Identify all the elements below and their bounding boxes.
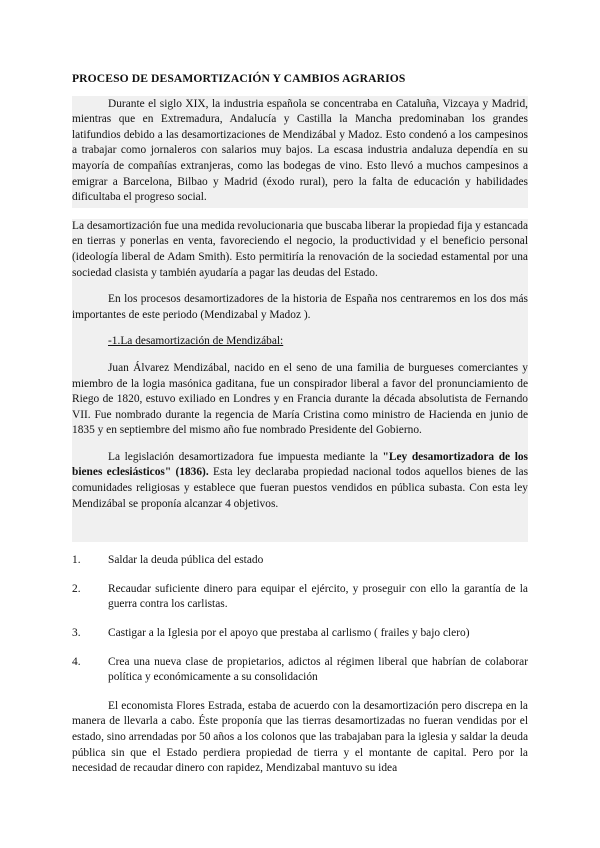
legislation-text-b: Esta ley declaraba propiedad nacional todos aquellos bienes de las comunidades religiosas y establece que fueran puestos vendidos en pública subasta. Con esta ley Mendizábal se proponía alcanzar 4 objetivos.: [72, 466, 529, 510]
legislation-text-a: La legislación desamortizadora fue impuesta mediante la: [108, 450, 383, 463]
paragraph-flores-estrada: El economista Flores Estrada, estaba de acuerdo con la desamortización pero discrepa en la manera de llevarla a cabo. Éste proponía que las tierras desamortizadas no fueran vendidas por el estado, sino arrendadas por 50 años a los colonos que las trabajaban para la iglesia y saldar la deuda pública sin que el Estado perdiera propiedad de tierra y el montante de capital. Pero por la necesidad de recaudar dinero con rapidez, Mendizabal mantuvo su idea: [72, 699, 528, 775]
objective-text: Recaudar suficiente dinero para equipar el ejército, y proseguir con ello la garantía de la guerra contra los carlistas.: [108, 582, 528, 611]
paragraph-legislation: [72, 450, 528, 512]
objective-item-3: [72, 626, 528, 642]
document-body: [72, 71, 528, 777]
objective-text: Saldar la deuda pública del estado: [108, 554, 264, 567]
objective-number: 4.: [72, 655, 81, 668]
paragraph-industry: Durante el siglo XIX, la industria española se concentraba en Cataluña, Vizcaya y Madrid, mientras que en Extremadura, Andalucía y Castilla la Mancha predominaban los grandes latifundios debido a las desamortizaciones de Mendizábal y Madoz. Esto condenó a los campesinos a trabajar como jornaleros con salarios muy bajos. La escasa industria andaluza dependía en su mayoría de compañías extranjeras, como las bodegas de vino. Esto llevó a muchos campesinos a emigrar a Barcelona, Bilbao y Madrid (éxodo rural), pero la falta de educación y habilidades dificultaba el progreso social.: [72, 97, 528, 204]
paragraph-processes: En los procesos desamortizadores de la historia de España nos centraremos en los dos más importantes de este periodo (Mendizabal y Madoz ).: [72, 293, 528, 321]
document-title: PROCESO DE DESAMORTIZACIÓN Y CAMBIOS AGRARIOS: [72, 72, 406, 85]
shaded-block-definition: [72, 219, 528, 543]
objective-number: 1.: [72, 554, 81, 567]
paragraph-mendizabal-bio: Juan Álvarez Mendizábal, nacido en el seno de una familia de burgueses comerciantes y miembro de la logia masónica gaditana, fue un conspirador liberal a favor del pronunciamiento de Riego de 1820, estuvo exiliado en Londres y en Francia durante la década absolutista de Fernando VII. Fue nombrado durante la regencia de María Cristina como ministro de Hacienda en junio de 1835 y en septiembre del mismo año fue nombrado Presidente del Gobierno.: [72, 361, 528, 437]
objective-item-1: [72, 553, 528, 569]
objective-item-2: [72, 582, 528, 613]
objective-text: Castigar a la Iglesia por el apoyo que prestaba al carlismo ( frailes y bajo clero): [108, 627, 470, 640]
objective-item-4: [72, 655, 528, 686]
paragraph-definition: La desamortización fue una medida revolucionaria que buscaba liberar la propiedad fija y estancada en tierras y ponerlas en venta, favoreciendo el negocio, la productividad y el beneficio personal (ideología liberal de Adam Smith). Esto permitiría la renovación de la sociedad estamental por una sociedad clasista y también ayudaría a pagar las deudas del Estado.: [72, 219, 528, 279]
objective-number: 3.: [72, 627, 81, 640]
law-title: "Ley desamortizadora de los bienes eclesiásticos" (1836).: [72, 450, 528, 479]
shaded-block-intro: [72, 96, 528, 208]
section-heading-mendizabal: -1.La desamortización de Mendizábal:: [108, 335, 284, 348]
objective-number: 2.: [72, 582, 81, 595]
objective-text: Crea una nueva clase de propietarios, adictos al régimen liberal que habrían de colaborar política y económicamente a su consolidación: [108, 655, 528, 684]
